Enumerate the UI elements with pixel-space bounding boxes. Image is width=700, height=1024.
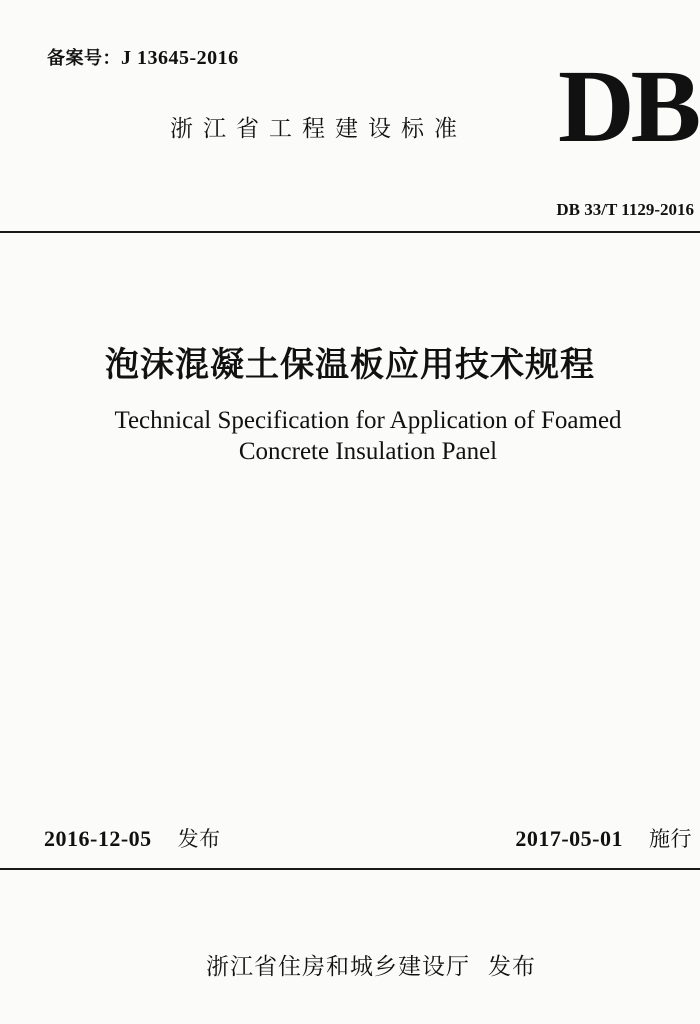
record-number-label: 备案号：: [47, 48, 121, 69]
effective-date-label: 施行: [649, 827, 692, 851]
title-chinese: 泡沫混凝土保温板应用技术规程: [105, 345, 595, 385]
issuer-action: 发布: [488, 954, 536, 980]
title-english-line-2: Concrete Insulation Panel: [238, 438, 498, 465]
bottom-divider: [0, 868, 700, 870]
standard-code: DB 33/T 1129-2016: [556, 200, 694, 219]
db-logo: DB: [558, 49, 698, 164]
record-number: [47, 44, 239, 70]
issuer: [0, 948, 700, 981]
title-english: [0, 405, 700, 467]
issue-date-label: 发布: [177, 827, 221, 851]
issue-date-value: 2016-12-05: [44, 826, 152, 851]
standard-type: 浙江省工程建设标准: [170, 116, 467, 142]
issue-date: [44, 823, 221, 853]
effective-date-value: 2017-05-01: [515, 826, 623, 851]
title-english-line-1: Technical Specification for Application of Foamed: [114, 407, 622, 434]
top-divider: [0, 231, 700, 233]
issuer-name: 浙江省住房和城乡建设厅: [206, 954, 470, 980]
effective-date: [515, 823, 692, 853]
record-number-value: J 13645-2016: [121, 47, 239, 69]
